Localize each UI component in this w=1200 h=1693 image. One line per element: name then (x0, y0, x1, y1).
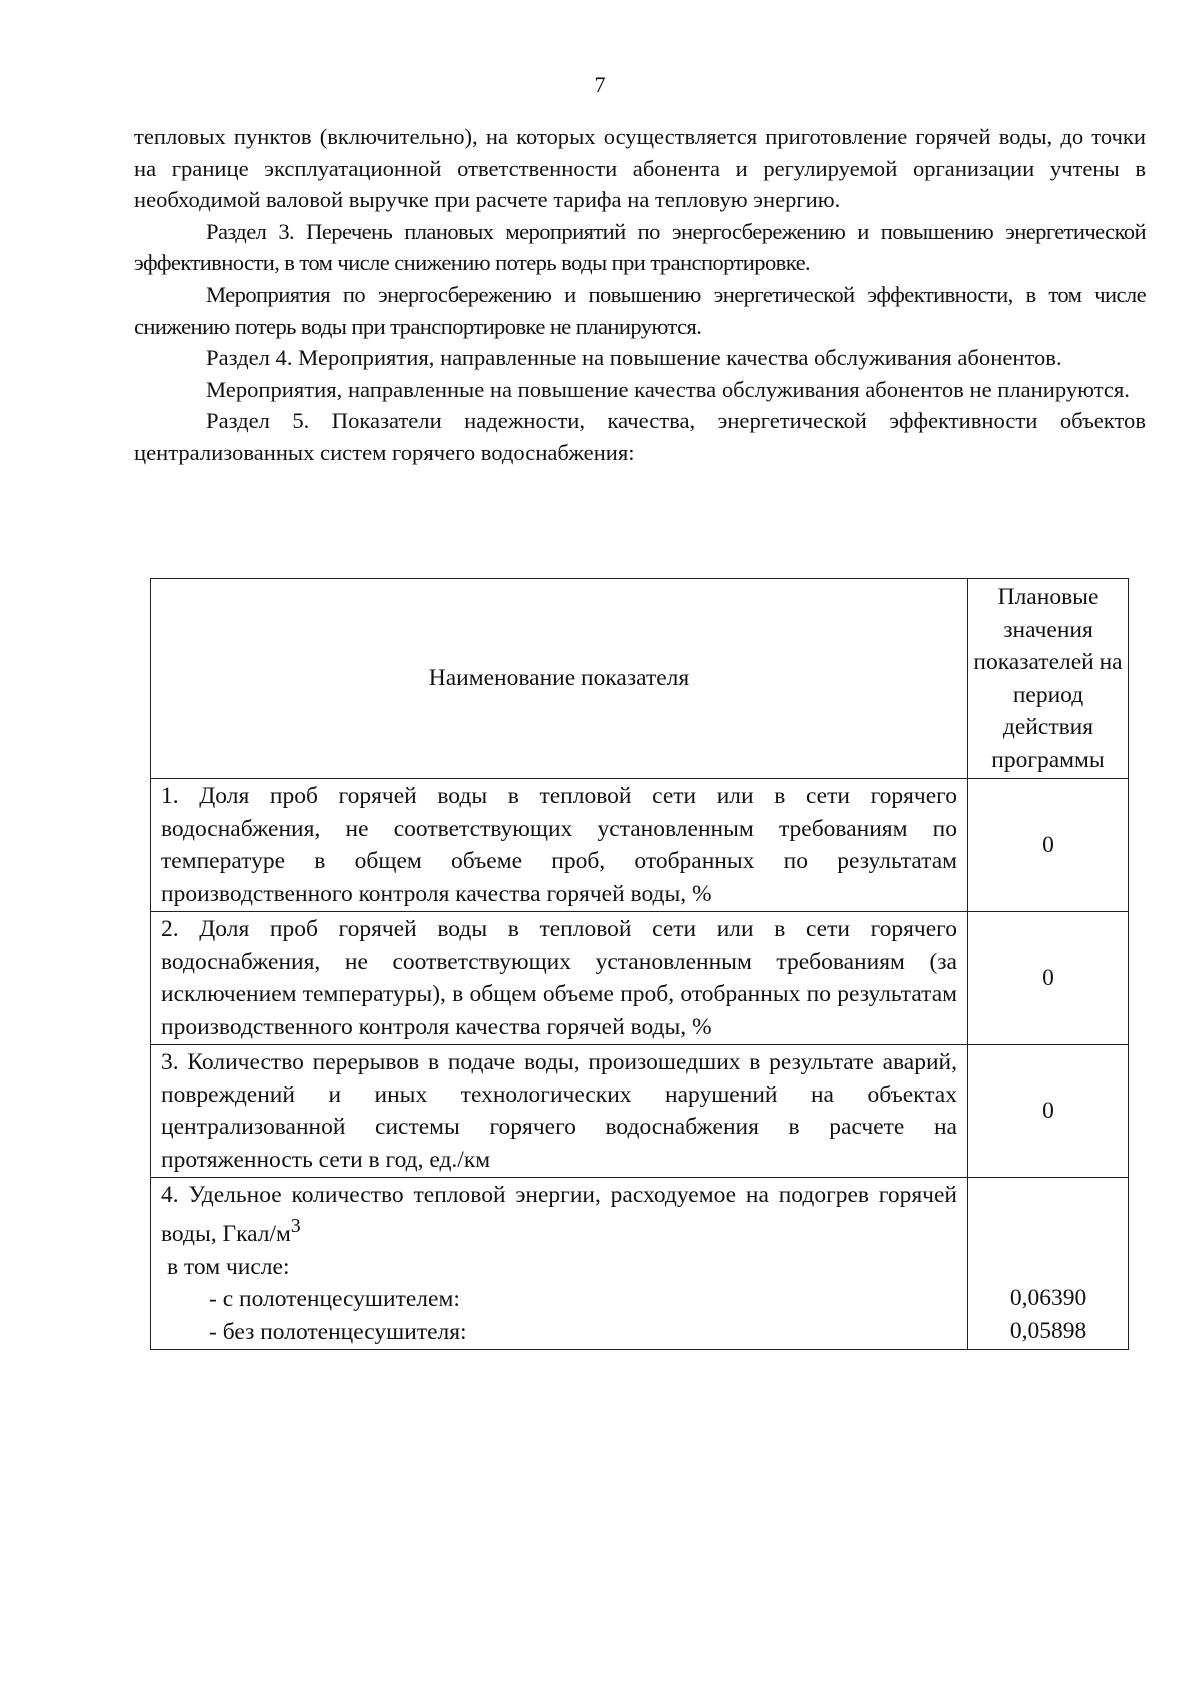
value-without-towel-dryer: 0,05898 (1009, 1317, 1087, 1344)
indicator-name-cell: 1. Доля проб горячей воды в тепловой сети или в сети горячего водоснабжения, не соответствующих установленным требованиям по температуре в общем объеме проб, отобранных по результатам производственного контроля качества горячей воды, % (151, 779, 968, 912)
section-4-heading: Раздел 4. Мероприятия, направленные на повышение качества обслуживания абонентов. (206, 345, 1062, 371)
table-header-row (151, 579, 1129, 779)
indicator-name-cell: 2. Доля проб горячей воды в тепловой сети или в сети горячего водоснабжения, не соответствующих установленным требованиям (за исключением температуры), в общем объеме проб, отобранных по результатам производственного контроля качества горячей воды, % (151, 912, 968, 1045)
indicator-name-cell (151, 1178, 968, 1350)
paragraph-continuation: тепловых пунктов (включительно), на которых осуществляется приготовление горячей воды, до точки на границе эксплуатационной ответственности абонента и регулируемой организации учтены в необходимой валовой выручке при расчете тарифа на тепловую энергию. (134, 124, 1146, 213)
section-3-text: Мероприятия по энергосбережению и повышению энергетической эффективности, в том числе снижению потерь воды при транспортировке не планируются. (134, 281, 1146, 339)
table-row (151, 912, 1129, 1045)
section-5-heading: Раздел 5. Показатели надежности, качества, энергетической эффективности объектов централизованных систем горячего водоснабжения: (134, 408, 1146, 465)
indicator-name-cell: 3. Количество перерывов в подаче воды, произошедших в результате аварий, повреждений и иных технологических нарушений на объектах централизованной системы горячего водоснабжения в расчете на протяженность сети в год, ед./км (151, 1045, 968, 1178)
indicator-4-text: 4. Удельное количество тепловой энергии, расходуемое на подогрев горячей воды, Гкал/м (161, 1182, 957, 1248)
including-label: в том числе: (167, 1253, 290, 1280)
value-with-towel-dryer: 0,06390 (1009, 1285, 1087, 1312)
indicator-value-cell: 0 (968, 779, 1129, 912)
column-header-name: Наименование показателя (151, 579, 968, 779)
column-header-value: Плановые значения показателей на период действия программы (968, 579, 1129, 779)
table-row (151, 779, 1129, 912)
body-text (134, 121, 1146, 469)
sub-indicator-without-towel-dryer: - без полотенцесушителя: (209, 1318, 467, 1345)
indicator-value-cell (968, 1178, 1129, 1350)
indicator-value-cell: 0 (968, 912, 1129, 1045)
table-row (151, 1045, 1129, 1178)
table-row (151, 1178, 1129, 1350)
indicator-value-cell: 0 (968, 1045, 1129, 1178)
section-3-heading: Раздел 3. Перечень плановых мероприятий по энергосбережению и повышению энергетической эффективности, в том числе снижению потерь воды при транспортировке. (134, 218, 1146, 276)
sub-indicator-with-towel-dryer: - с полотенцесушителем: (209, 1286, 460, 1313)
page-number: 7 (594, 72, 606, 97)
section-4-text: Мероприятия, направленные на повышение качества обслуживания абонентов не планируются. (206, 376, 1130, 402)
indicators-table (150, 578, 1129, 1350)
indicator-4-name (161, 1182, 957, 1247)
unit-superscript: 3 (290, 1216, 301, 1238)
